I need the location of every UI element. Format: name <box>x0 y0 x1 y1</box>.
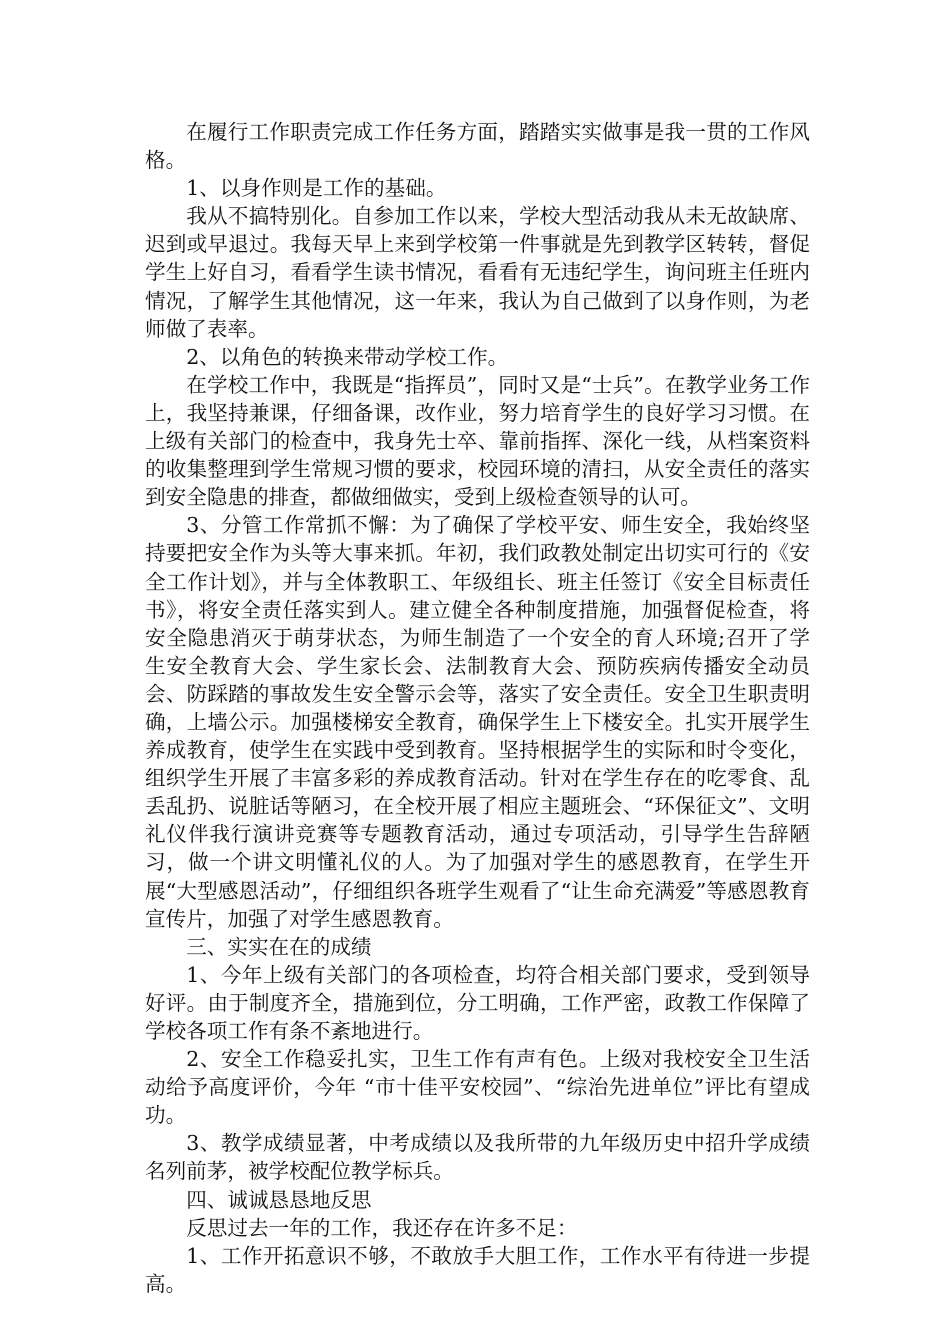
paragraph-achievement-teaching: 3、教学成绩显著，中考成绩以及我所带的九年级历史中招升学成绩名列前茅，被学校配位教学标兵。 <box>145 1131 810 1184</box>
paragraph-lead-by-example: 我从不搞特别化。自参加工作以来，学校大型活动我从未无故缺席、迟到或早退过。我每天早上来到学校第一件事就是先到教学区转转，督促学生上好自习，看看学生读书情况，看看有无违纪学生，询问班主任班内情况，了解学生其他情况，这一年来，我认为自己做到了以身作则，为老师做了表率。 <box>145 204 810 341</box>
section-heading-achievements: 三、实实在在的成绩 <box>186 934 372 959</box>
paragraph-achievement-inspections: 1、今年上级有关部门的各项检查，均符合相关部门要求，受到领导好评。由于制度齐全，措施到位，分工明确，工作严密，政教工作保障了学校各项工作有条不紊地进行。 <box>145 962 810 1043</box>
paragraph-reflection-point-1: 1、工作开拓意识不够，不敢放手大胆工作，工作水平有待进一步提高。 <box>145 1243 810 1296</box>
section-heading-reflection: 四、诚诚恳恳地反思 <box>186 1187 372 1212</box>
paragraph-reflection-intro: 反思过去一年的工作，我还存在许多不足： <box>186 1215 578 1240</box>
paragraph-heading-lead-by-example: 1、以身作则是工作的基础。 <box>186 176 447 201</box>
document-body <box>145 118 810 1298</box>
paragraph-achievement-safety: 2、安全工作稳妥扎实，卫生工作有声有色。上级对我校安全卫生活动给予高度评价，今年 “市十佳平安校园”、“综治先进单位”评比有望成功。 <box>145 1047 810 1128</box>
paragraph-heading-role-change: 2、以角色的转换来带动学校工作。 <box>186 344 509 369</box>
paragraph-role-change: 在学校工作中，我既是“指挥员”，同时又是“士兵”。在教学业务工作上，我坚持兼课，仔细备课，改作业，努力培育学生的良好学习习惯。在上级有关部门的检查中，我身先士卒、靠前指挥、深化一线，从档案资料的收集整理到学生常规习惯的要求，校园环境的清扫，从安全责任的落实到安全隐患的排查，都做细做实，受到上级检查领导的认可。 <box>145 372 810 510</box>
paragraph-work-style: 在履行工作职责完成工作任务方面，踏踏实实做事是我一贯的工作风格。 <box>145 120 810 173</box>
paragraph-safety-management: 3、分管工作常抓不懈：为了确保了学校平安、师生安全，我始终坚持要把安全作为头等大事来抓。年初，我们政教处制定出切实可行的《安全工作计划》，并与全体教职工、年级组长、班主任签订《安全目标责任书》，将安全责任落实到人。建立健全各种制度措施，加强督促检查，将安全隐患消灭于萌芽状态，为师生制造了一个安全的育人环境;召开了学生安全教育大会、学生家长会、法制教育大会、预防疾病传播安全动员会、防踩踏的事故发生安全警示会等，落实了安全责任。安全卫生职责明确，上墙公示。加强楼梯安全教育，确保学生上下楼安全。扎实开展学生养成教育，使学生在实践中受到教育。坚持根据学生的实际和时令变化，组织学生开展了丰富多彩的养成教育活动。针对在学生存在的吃零食、乱丢乱扔、说脏话等陋习，在全校开展了相应主题班会、“环保征文”、文明礼仪伴我行演讲竞赛等专题教育活动，通过专项活动，引导学生告辞陋习，做一个讲文明懂礼仪的人。为了加强对学生的感恩教育，在学生开展“大型感恩活动”，仔细组织各班学生观看了“让生命充满爱”等感恩教育宣传片，加强了对学生感恩教育。 <box>145 513 810 931</box>
